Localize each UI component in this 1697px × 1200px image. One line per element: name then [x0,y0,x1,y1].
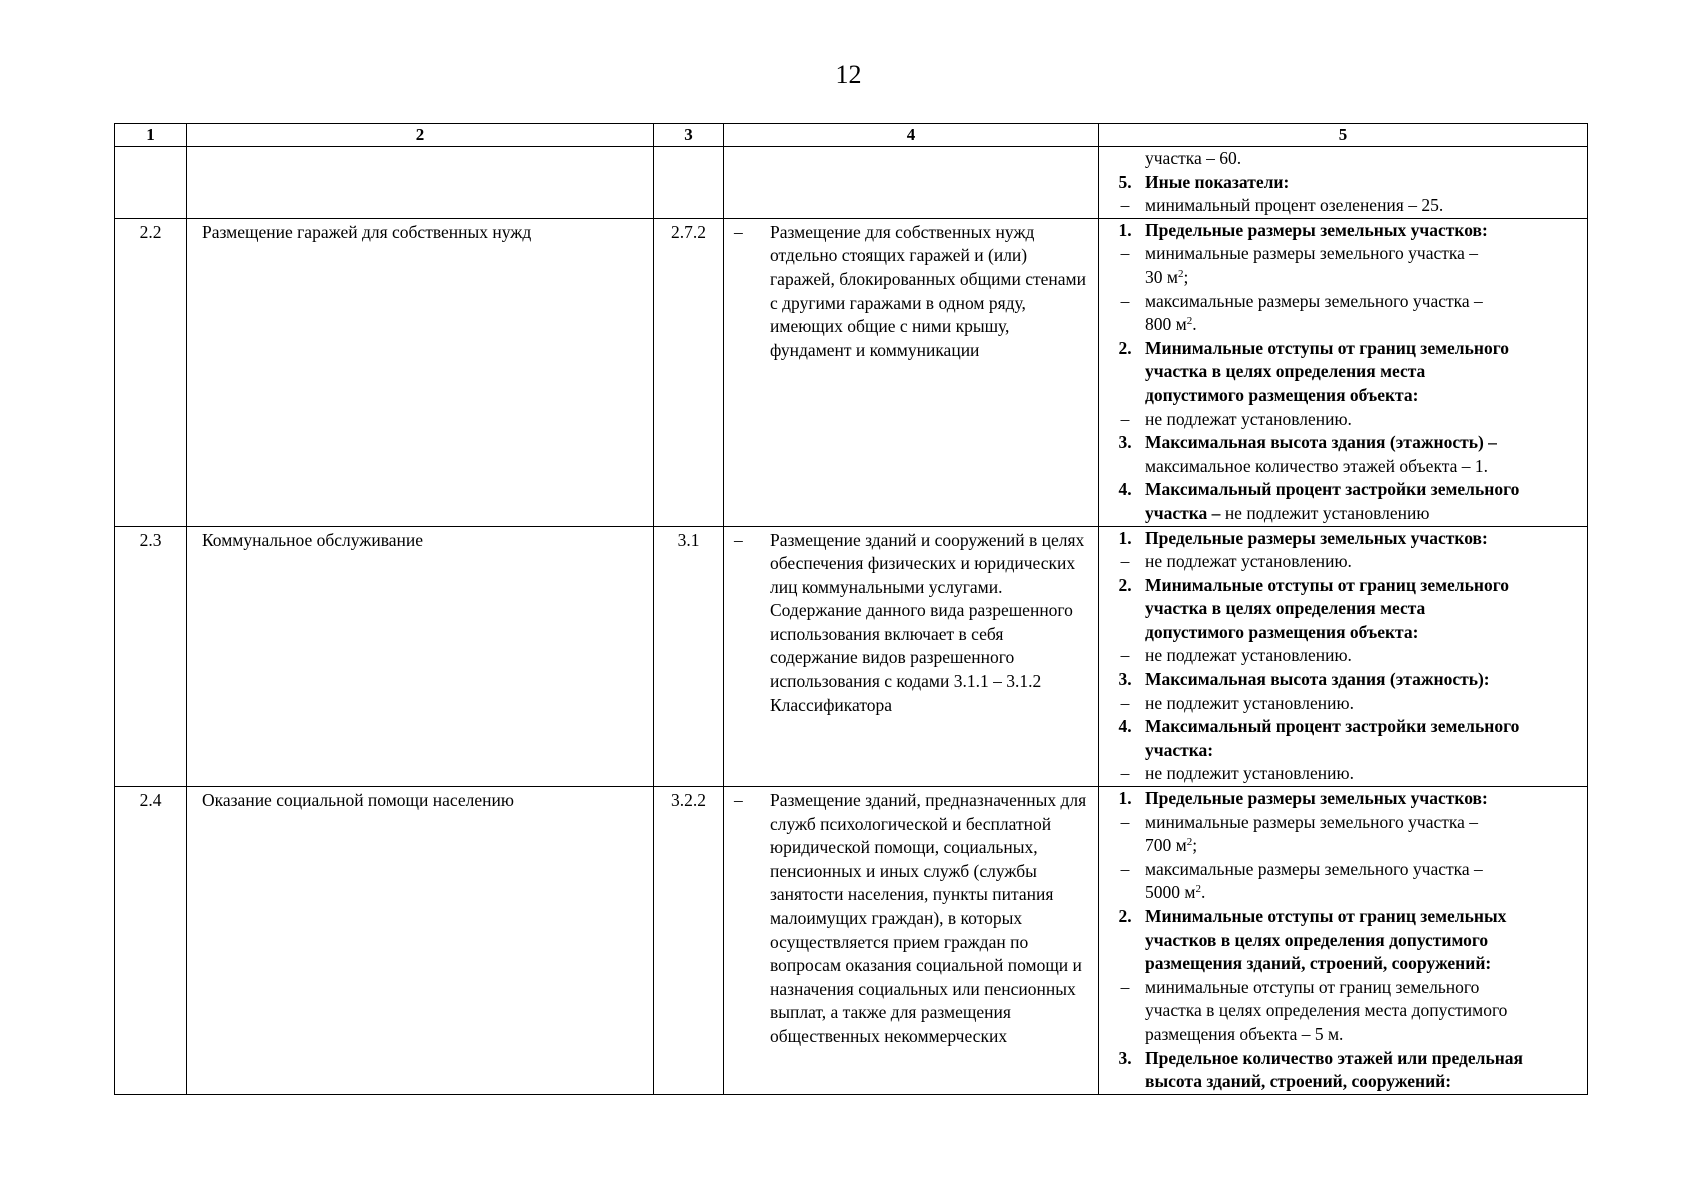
parameter-text: Максимальная высота здания (этажность): [1145,669,1490,690]
parameter-line [1105,858,1583,882]
parameter-line [1105,999,1583,1023]
parameter-text: Максимальный процент застройки земельного [1145,479,1520,500]
parameter-line [1105,360,1583,384]
parameter-text: участка: [1145,739,1214,760]
list-marker [1105,147,1145,171]
parameter-line [1105,787,1583,811]
list-marker [1105,881,1145,905]
dash-marker: – [734,529,743,550]
parameter-line [1105,1023,1583,1047]
list-marker [1105,313,1145,337]
parameter-text: участка – 60. [1145,148,1242,168]
row-number [115,147,187,219]
header-col-1: 1 [115,124,187,147]
parameter-line [1105,976,1583,1000]
list-marker [1105,1023,1145,1047]
parameter-line [1105,266,1583,290]
parameter-line [1105,762,1583,786]
list-marker: 4. [1118,479,1132,500]
parameter-line [1105,597,1583,621]
parameter-line [1105,219,1583,243]
parameter-text: допустимого размещения объекта: [1145,621,1419,642]
land-use-name: Размещение гаражей для собственных нужд [187,218,654,526]
row-number: 2.3 [115,526,187,787]
list-marker [1105,952,1145,976]
list-marker: 3. [1118,1047,1132,1068]
parameter-text: допустимого размещения объекта: [1145,384,1419,405]
parameter-line [1105,478,1583,502]
parameter-text: не подлежит установлению. [1145,763,1354,784]
parameter-text: участка в целях определения места [1145,361,1426,382]
parameter-line [1105,147,1583,171]
list-marker: – [1120,551,1130,572]
parameter-text: участка в целях определения места допустимого [1145,1000,1508,1021]
parameter-line [1105,384,1583,408]
parameter-text: не подлежат установлению. [1145,551,1352,572]
parameters-cell [1099,787,1588,1095]
row-number: 2.4 [115,787,187,1095]
list-marker [1105,455,1145,479]
header-col-4: 4 [724,124,1099,147]
list-marker: – [1120,692,1130,713]
list-marker: – [1120,811,1130,832]
parameter-line [1105,644,1583,668]
parameter-text: минимальные размеры земельного участка – [1145,811,1479,832]
table-row [115,526,1588,787]
parameter-line [1105,739,1583,763]
parameter-tail: не подлежит установлению [1220,502,1430,523]
dash-marker: – [734,790,743,811]
parameter-text: Иные показатели: [1145,171,1290,192]
list-marker [1105,266,1145,290]
land-use-description [724,147,1099,219]
header-col-2: 2 [187,124,654,147]
land-use-code [654,147,724,219]
header-col-5: 5 [1099,124,1588,147]
parameter-text: Максимальная высота здания (этажность) – [1145,432,1497,453]
row-number: 2.2 [115,218,187,526]
superscript: 2 [1186,836,1193,849]
superscript: 2 [1177,267,1184,280]
parameter-line [1105,313,1583,337]
parameter-line [1105,290,1583,314]
list-marker [1105,739,1145,763]
zoning-table [114,123,1588,1095]
list-marker: 1. [1118,219,1132,240]
list-marker [1105,929,1145,953]
list-marker: 2. [1118,574,1132,595]
list-marker [1105,384,1145,408]
description-text: Размещение для собственных нужд отдельно стоящих гаражей и (или) гаражей, блокированных общими стенами с другими гаражами в одном ряду, имеющих общие с ними крышу, фундамент и коммуникации [770,221,1086,360]
parameter-line [1105,455,1583,479]
parameter-text: минимальный процент озеленения – 25. [1145,195,1444,216]
superscript: 2 [1195,883,1201,896]
parameter-line [1105,811,1583,835]
parameters-cell [1099,218,1588,526]
parameter-text: Минимальные отступы от границ земельного [1145,574,1509,595]
parameter-text: максимальное количество этажей объекта – 1. [1145,455,1488,476]
list-marker: 1. [1118,788,1132,809]
description-item [730,789,1090,1049]
parameter-text: 800 $м^2$. [1145,314,1197,335]
land-use-name: Коммунальное обслуживание [187,526,654,787]
list-marker: 1. [1118,527,1132,548]
list-marker: – [1120,408,1130,429]
parameter-text: не подлежит установлению. [1145,692,1354,713]
list-marker: 2. [1118,906,1132,926]
table-header-row [115,124,1588,147]
parameter-line [1105,550,1583,574]
parameter-text: Минимальные отступы от границ земельного [1145,337,1509,358]
page-number: 12 [835,60,862,89]
parameter-text: размещения объекта – 5 м. [1145,1023,1344,1044]
parameter-text: 30 $м^2$; [1145,266,1189,287]
table-row [115,218,1588,526]
list-marker: – [1120,243,1130,264]
parameter-text: минимальные размеры земельного участка – [1145,243,1479,264]
parameter-line [1105,881,1583,905]
land-use-code: 3.1 [654,526,724,787]
parameter-text: Минимальные отступы от границ земельных [1145,906,1507,926]
parameter-text: Предельные размеры земельных участков: [1145,527,1488,548]
land-use-code: 2.7.2 [654,218,724,526]
parameter-text: 5000 $м^2$. [1145,882,1206,903]
land-use-description [724,787,1099,1095]
list-marker: 5. [1118,171,1132,192]
parameter-text: высота зданий, строений, сооружений: [1145,1071,1452,1092]
list-marker [1105,597,1145,621]
parameter-line [1105,527,1583,551]
land-use-description [724,526,1099,787]
parameter-text: не подлежат установлению. [1145,408,1352,429]
parameter-line [1105,1070,1583,1094]
list-marker [1105,1070,1145,1094]
description-item [730,221,1090,363]
parameter-line [1105,574,1583,598]
parameter-text: максимальные размеры земельного участка – [1145,290,1483,311]
table-row [115,147,1588,219]
parameter-line [1105,1047,1583,1071]
parameter-text: Предельное количество этажей или предельная [1145,1047,1524,1068]
dash-marker: – [734,221,743,242]
land-use-description [724,218,1099,526]
description-text: Размещение зданий, предназначенных для служб психологической и бесплатной юридической помощи, социальных, пенсионных и иных служб (службы занятости населения, пункты питания малоимущих граждан), в которых осуществляется прием граждан по вопросам оказания социальной помощи и назначения социальных или пенсионных выплат, а также для размещения общественных некоммерческих [770,790,1087,1046]
list-marker: – [1120,858,1130,879]
list-marker [1105,999,1145,1023]
parameter-line [1105,929,1583,953]
parameter-text: участков в целях определения допустимого [1145,929,1489,950]
parameters-cell [1099,526,1588,787]
parameter-line [1105,952,1583,976]
parameter-line [1105,337,1583,361]
list-marker: – [1120,976,1130,997]
parameter-line [1105,905,1583,929]
parameter-text: участка в целях определения места [1145,598,1426,619]
parameter-line [1105,834,1583,858]
list-marker [1105,502,1145,526]
parameter-text: 700 $м^2$; [1145,835,1198,856]
parameter-line [1105,621,1583,645]
land-use-name: Оказание социальной помощи населению [187,787,654,1095]
parameter-text: минимальные отступы от границ земельного [1145,976,1480,997]
parameter-line [1105,715,1583,739]
parameter-text: не подлежат установлению. [1145,645,1352,666]
list-marker: 2. [1118,337,1132,358]
list-marker [1105,621,1145,645]
description-item [730,529,1090,718]
parameter-line [1105,692,1583,716]
parameters-cell [1099,147,1588,219]
list-marker: – [1120,195,1130,216]
parameter-line [1105,502,1583,526]
list-marker: 3. [1118,432,1132,453]
parameter-line [1105,668,1583,692]
parameter-text: участка – не подлежит установлению [1145,502,1430,523]
parameter-line [1105,242,1583,266]
superscript: 2 [1186,315,1193,328]
list-marker: – [1120,290,1130,311]
list-marker [1105,360,1145,384]
parameter-text: Предельные размеры земельных участков: [1145,219,1488,240]
list-marker: 4. [1118,716,1132,737]
list-marker [1105,834,1145,858]
list-marker: – [1120,645,1130,666]
table-row [115,787,1588,1095]
list-marker: 3. [1118,669,1132,690]
parameter-text: размещения зданий, строений, сооружений: [1145,953,1492,974]
header-col-3: 3 [654,124,724,147]
parameter-line [1105,171,1583,195]
parameter-text: Максимальный процент застройки земельного [1145,716,1520,737]
parameter-text: максимальные размеры земельного участка – [1145,858,1483,879]
parameter-line [1105,408,1583,432]
parameter-line [1105,194,1583,218]
list-marker: – [1120,763,1130,784]
description-text: Размещение зданий и сооружений в целях обеспечения физических и юридических лиц коммунальными услугами. Содержание данного вида разрешенного использования включает в себя содержание видов разрешенного использования с кодами 3.1.1 – 3.1.2 Классификатора [770,529,1085,715]
parameter-line [1105,431,1583,455]
parameter-text: Предельные размеры земельных участков: [1145,788,1488,809]
land-use-name [187,147,654,219]
land-use-code: 3.2.2 [654,787,724,1095]
